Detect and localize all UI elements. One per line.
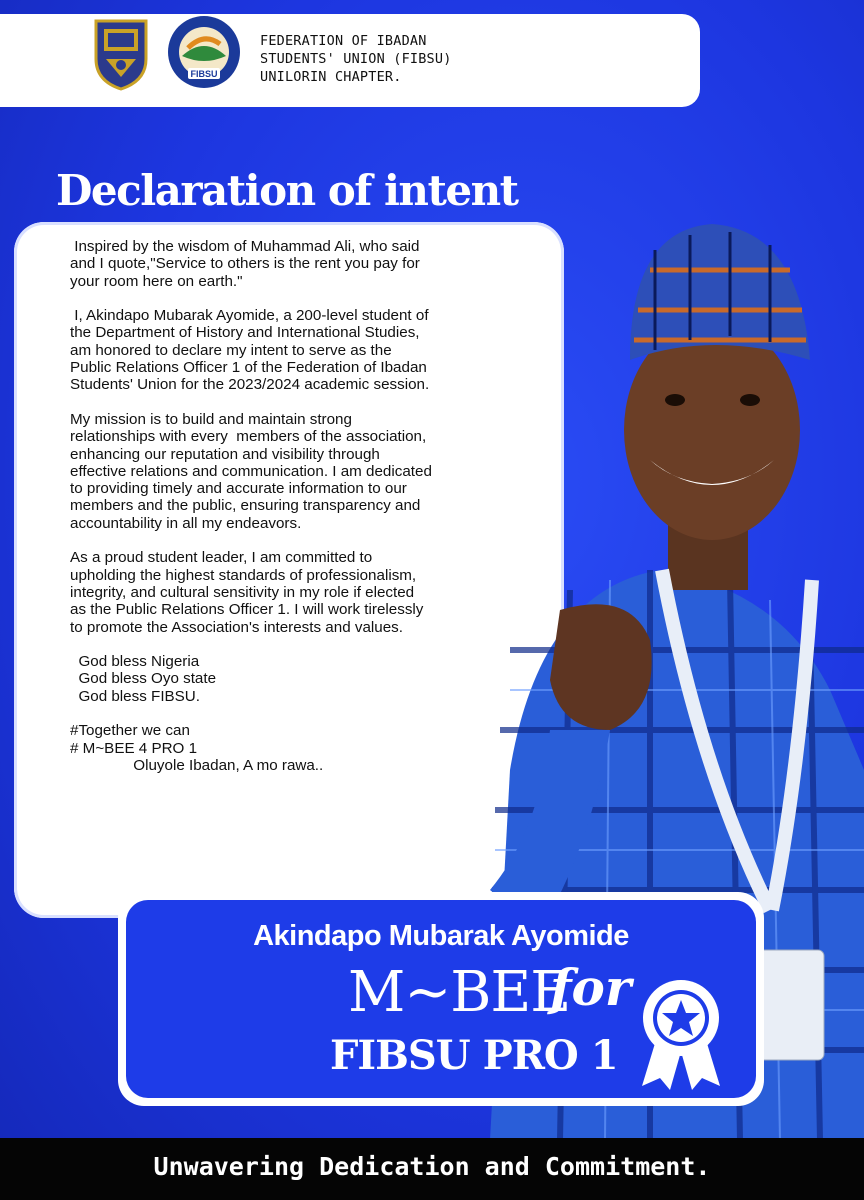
candidate-name: Akindapo Mubarak Ayomide	[253, 920, 629, 952]
for-word: for	[550, 958, 632, 1017]
page-title: Declaration of intent	[56, 166, 518, 215]
university-crest-icon	[94, 19, 148, 91]
org-line: FEDERATION OF IBADAN	[260, 33, 427, 49]
letter-line: Oluyole Ibadan, A mo rawa..	[70, 756, 324, 774]
award-ribbon-icon	[638, 978, 724, 1090]
letter-line: # M~BEE 4 PRO 1	[70, 739, 198, 757]
letter-line: Public Relations Officer 1 of the Federation of Ibadan	[70, 359, 427, 377]
letter-line: the Department of History and International Studies,	[70, 324, 420, 342]
letter-line: am honored to declare my intent to serve as the	[70, 341, 392, 359]
org-line: STUDENTS' UNION (FIBSU)	[260, 51, 452, 67]
letter-line: I, Akindapo Mubarak Ayomide, a 200-level student of	[70, 307, 429, 325]
org-line: UNILORIN CHAPTER.	[260, 69, 402, 85]
letter-line: God bless Nigeria	[70, 653, 200, 671]
logo-text: FIBSU	[190, 69, 218, 79]
letter-line: members and the public, ensuring transparency and	[70, 497, 421, 515]
letter-line: to providing timely and accurate information to our	[70, 480, 407, 498]
letter-line: to promote the Association's interests and values.	[70, 618, 403, 636]
letter-line: integrity, and cultural sensitivity in my role if elected	[70, 583, 415, 601]
letter-line: enhancing our reputation and visibility through	[70, 445, 380, 463]
letter-line: As a proud student leader, I am committed to	[70, 549, 373, 567]
candidate-nickname: M~BEE	[348, 960, 571, 1025]
letter-line: God bless FIBSU.	[70, 687, 200, 705]
letter-line: as the Public Relations Officer 1. I will work tirelessly	[70, 601, 424, 619]
letter-line: accountability in all my endeavors.	[70, 514, 302, 532]
letter-line: upholding the highest standards of professionalism,	[70, 566, 417, 584]
fibsu-logo-icon	[166, 14, 242, 90]
letter-line: effective relations and communication. I am dedicated	[70, 462, 432, 480]
letter-line: and I quote,"Service to others is the rent you pay for	[70, 255, 420, 273]
letter-line: your room here on earth."	[70, 272, 243, 290]
organization-name	[260, 32, 560, 86]
letter-line: God bless Oyo state	[70, 670, 217, 688]
letter-line: Students' Union for the 2023/2024 academic session.	[70, 376, 430, 394]
letter-line: My mission is to build and maintain strong	[70, 410, 352, 428]
letter-line: relationships with every members of the association,	[70, 428, 427, 446]
letter-line: #Together we can	[70, 722, 190, 740]
position-title: FIBSU PRO 1	[330, 1032, 618, 1079]
letter-line: Inspired by the wisdom of Muhammad Ali, who said	[70, 238, 420, 255]
campaign-slogan: Unwavering Dedication and Commitment.	[153, 1152, 711, 1181]
